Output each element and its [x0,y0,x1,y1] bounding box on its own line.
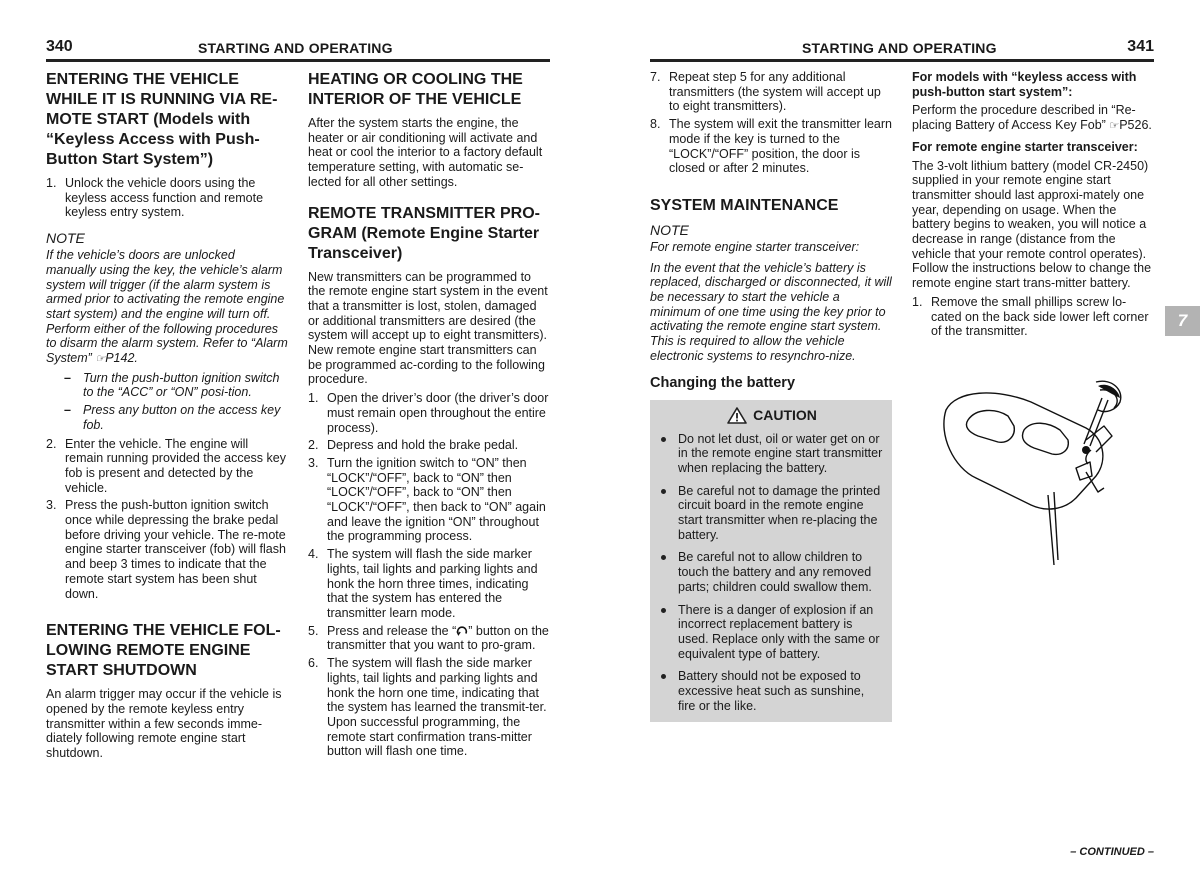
list-item: – Turn the push-button ignition switch to the “ACC” or “ON” posi-tion. [64,370,280,400]
list-item: 2. Depress and hold the brake pedal. [308,438,519,453]
right-page-number: 341 [1127,38,1154,55]
entry-steps-list [46,176,288,220]
page-ref-icon: ☞ [1109,120,1120,133]
caution-item: Battery should not be exposed to excessive heat such as sunshine, fire or the like. [660,669,884,713]
caution-item: Be careful not to damage the printed circuit board in the remote engine start transmitter when re-placing the battery. [660,484,884,543]
system-maintenance-heading: SYSTEM MAINTENANCE [650,196,839,214]
caution-list [660,432,884,714]
chapter-tab: 7 [1165,306,1200,336]
caution-title: CAUTION [753,407,817,424]
step-text: Unlock the vehicle doors using the keyless access function and remote keyless entry system. [65,176,264,220]
list-item: 5. Press and release the “ ” button on the transmitter that you want to pro-gram. [308,623,549,653]
transceiver-heading: For remote engine starter transceiver: [912,139,1138,154]
key-fob-screw-illustration [936,380,1156,565]
continued-marker: – CONTINUED – [1070,846,1154,858]
remote-shutdown-text: An alarm trigger may occur if the vehicle is opened by the remote keyless entry transmitter within a few seconds imme-diately following remote engine start shutdown. [46,687,282,761]
left-column-2 [308,70,550,763]
note-label: NOTE [650,221,689,238]
remote-start-entry-heading: ENTERING THE VEHICLE WHILE IT IS RUNNING VIA RE-MOTE START (Models with “Keyless Access with Push-Button Start System”) [46,71,278,168]
list-item: 1. Remove the small phillips screw lo-cated on the back side lower left corner of the transmitter. [912,294,1149,339]
remote-start-button-icon [456,625,468,636]
list-item: 8. The system will exit the transmitter learn mode if the key is turned to the “LOCK”/“OFF” position, the door is closed or after 2 minutes. [650,117,892,176]
list-item: 2. Enter the vehicle. The engine will remain running provided the access key fob is present and detected by the vehicle. [46,436,286,495]
remote-shutdown-heading: ENTERING THE VEHICLE FOL-LOWING REMOTE ENGINE START SHUTDOWN [46,622,281,680]
note-text: If the vehicle’s doors are unlocked manually using the key, the vehicle’s alarm system will trigger (if the alarm system is armed prior to activating the remote engine start system) and the engine will turn off. Perform either of the following procedures to disarm the alarm system. Refer to “Alarm System” ☞P142. [46,248,288,366]
page-ref: P142. [105,351,138,366]
program-steps-list [308,391,550,759]
list-item: 4. The system will flash the side marker lights, tail lights and parking lights and honk the horn three times, indicating that the system has entered the transmitter learn mode. [308,547,538,620]
battery-steps-list [912,295,1154,339]
page-ref-icon: ☞ [95,353,106,366]
caution-box [650,400,892,722]
right-header-title: STARTING AND OPERATING [802,40,997,56]
disarm-options-list [64,371,288,433]
battery-text: The 3-volt lithium battery (model CR-2450) supplied in your remote engine start transmitter should last approxi-mately one year, depending on usage. When the battery begins to weaken, you will notice a decrease in range (distance from the vehicle that your remote control operates). Follow the instructions below to change the remote engine start trans-mitter battery. [912,158,1152,291]
right-column-1 [650,70,892,722]
right-page-header [650,36,1154,62]
list-item: 6. The system will flash the side marker lights, tail lights and parking lights and honk the horn one time, indicating that the system has learned the transmit-ter. Upon successful programming, the remote start confirmation trans-mitter button will flash one time. [308,656,547,759]
caution-item: Be careful not to allow children to touch the battery and any removed parts; children could swallow them. [660,550,884,594]
caution-header [660,404,884,428]
note-subject: For remote engine starter transceiver: [650,239,860,254]
list-item: 7. Repeat step 5 for any additional transmitters (the system will accept up to eight transmitters). [650,70,881,114]
keyless-models-heading: For models with “keyless access with push-button start system”: [912,70,1137,99]
note-label: NOTE [46,230,85,247]
page-ref: P526. [1119,118,1152,133]
list-item: 1. Open the driver’s door (the driver’s door must remain open throughout the entire process). [308,391,549,435]
left-header-title: STARTING AND OPERATING [198,40,393,56]
heating-cooling-text: After the system starts the engine, the heater or air conditioning will activate and heat or cool the interior to a factory default temperature setting, with automatic se-lected for all other settings. [308,116,543,189]
changing-battery-heading: Changing the battery [650,374,796,391]
transmitter-program-text: New transmitters can be programmed to the remote engine start system in the event that a transmitter is lost, stolen, damaged or additional transmitters are desired (the system will accept up to eight transmitters). New remote engine start transmitters can be programmed ac-cording to the following procedure. [308,269,548,387]
keyless-models-text: Perform the procedure described in “Re-placing Battery of Access Key Fob” ☞P526. [912,103,1152,133]
list-item: 1. Unlock the vehicle doors using the keyless access function and remote keyless entry system. [46,176,264,220]
left-page-header [46,36,550,62]
list-item: 3. Press the push-button ignition switch once while depressing the brake pedal before driving your vehicle. The re-mote engine starter transceiver (fob) will flash and beep 3 times to indicate that the remote start system has been shut down. [46,498,286,601]
left-page-number: 340 [46,38,73,55]
right-column-2 [912,70,1154,343]
entry-steps-list-continued [46,437,288,602]
left-column-1 [46,70,288,765]
caution-item: There is a danger of explosion if an incorrect replacement battery is used. Replace only with the same or equivalent type of battery. [660,603,884,662]
transmitter-program-heading: REMOTE TRANSMITTER PRO-GRAM (Remote Engine Starter Transceiver) [308,204,540,262]
note-text: In the event that the vehicle’s battery is replaced, discharged or disconnected, it will be necessary to start the vehicle a minimum of one time using the key prior to activating the remote engine start system. This is required to allow the vehicle electronic systems to resynchro-nize. [650,260,892,363]
list-item: – Press any button on the access key fob. [64,403,281,432]
list-item: 3. Turn the ignition switch to “ON” then “LOCK”/“OFF”, back to “ON” then “LOCK”/“OFF”, back to “ON” then “LOCK”/“OFF”, then back to “ON” again and leave the ignition “ON” throughout the programming process. [308,455,546,544]
warning-triangle-icon [727,407,747,424]
caution-item: Do not let dust, oil or water get on or in the remote engine start transmitter when replacing the battery. [660,432,884,476]
program-steps-continued [650,70,892,176]
heating-cooling-heading: HEATING OR COOLING THE INTERIOR OF THE VEHICLE [308,71,523,108]
